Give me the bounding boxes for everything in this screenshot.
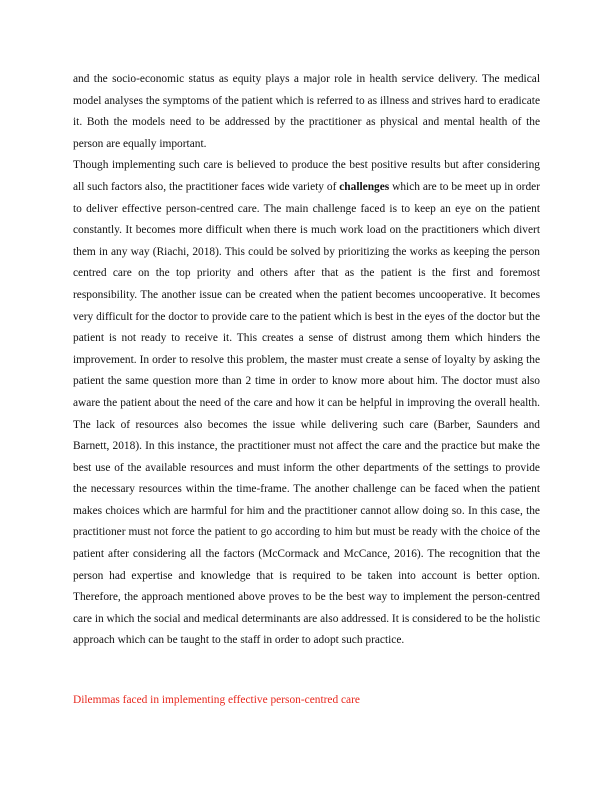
section-heading-dilemmas: Dilemmas faced in implementing effective person-centred care <box>73 694 360 706</box>
paragraph-socio-economic: and the socio-economic status as equity plays a major role in health service delivery. The medical model analyses the symptoms of the patient which is referred to as illness and strives hard to eradicate it. Both the models need to be addressed by the practitioner as physical and mental health of the person are equally important. <box>73 73 540 150</box>
keyword-challenges: challenges <box>339 180 390 193</box>
body-text <box>73 69 540 652</box>
paragraph-challenges-body: which are to be meet up in order to deliver effective person-centred care. The main challenge faced is to keep an eye on the patient constantly. It becomes more difficult when there is much work load on the practitioners which divert them in any way (Riachi, 2018). This could be solved by prioritizing the works as keeping the person centred care on the top priority and others after that as the patient is the first and foremost responsibility. The another issue can be created when the patient becomes uncooperative. It becomes very difficult for the doctor to provide care to the patient which is best in the eyes of the doctor but the patient is not ready to receive it. This creates a sense of distrust among them which hinders the improvement. In order to resolve this problem, the master must create a sense of loyalty by asking the patient the same question more than 2 time in order to know more about him. The doctor must also aware the patient about the need of the care and how it can be helpful in improving the overall health. The lack of resources also becomes the issue while delivering such care (Barber, Saunders and Barnett, 2018). In this instance, the practitioner must not affect the care and the practice but make the best use of the available resources and must inform the other departments of the settings to provide the necessary resources within the time-frame. The another challenge can be faced when the patient makes choices which are harmful for him and the practitioner cannot allow doing so. In this case, the practitioner must not force the patient to go according to him but must be ready with the choice of the patient after considering all the factors (McCormack and McCance, 2016). The recognition that the person had expertise and knowledge that is required to be taken into account is better option. Therefore, the approach mentioned above proves to be the best way to implement the person-centred care in which the social and medical determinants are also addressed. It is considered to be the holistic approach which can be taught to the staff in order to adopt such practice. <box>73 180 540 647</box>
paragraph-challenges-intro: Though implementing such care is believed to produce the best positive results but after considering all such factors also, the practitioner faces wide variety of <box>73 159 540 193</box>
paragraph-challenges <box>73 155 540 652</box>
